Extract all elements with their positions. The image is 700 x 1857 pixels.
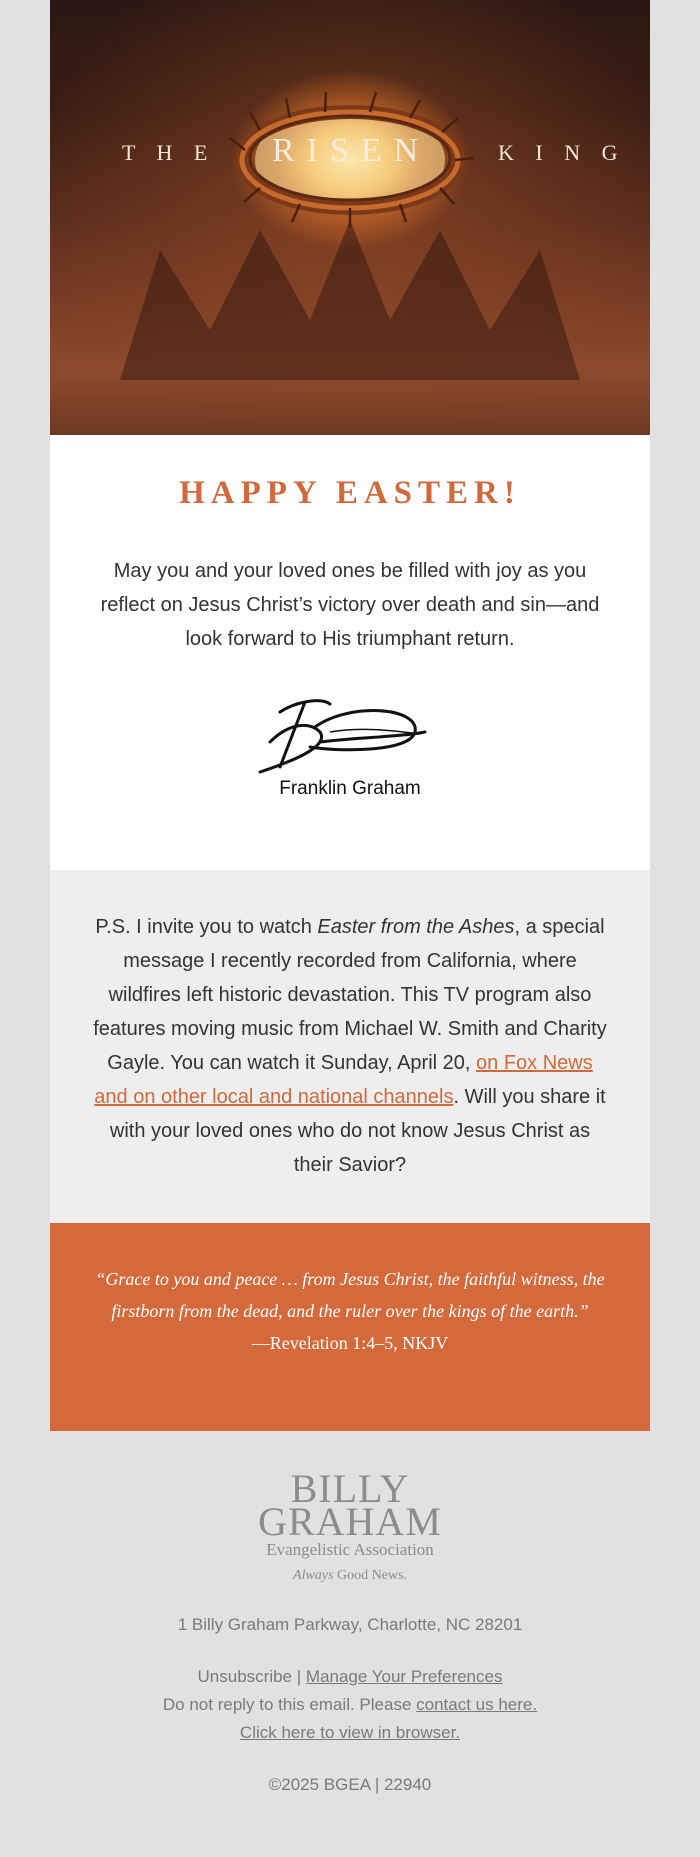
footer-address: 1 Billy Graham Parkway, Charlotte, NC 28201 [177,1615,523,1634]
scripture-quote: “Grace to you and peace … from Jesus Christ, the faithful witness, the firstborn from the dead, and the ruler over the kings of the earth.” [95,1269,605,1321]
crown-of-thorns-illustration [50,0,650,435]
email-content [50,0,650,1795]
fox-news-channels-link[interactable]: on Fox News and on other local and national channels [94,1052,593,1108]
footer-copyright: ©2025 BGEA | 22940 [268,1775,432,1794]
logo-evangelistic-association: Evangelistic Association [266,1540,434,1559]
ps-text-after: . Will you share it with your loved ones who do not know Jesus Christ as their Savior? [109,1086,606,1176]
signature-name: Franklin Graham [279,778,421,799]
ps-section [50,870,650,1223]
greeting-section [50,435,650,870]
footer-links: Unsubscribe | Manage Your Preferences Do not reply to this email. Please contact us here. Click here to view in browser. [162,1667,538,1742]
scripture-quote-section [50,1223,650,1431]
logo-tagline: Always Good News. [293,1568,407,1583]
hero-word-the: T H E [122,140,216,165]
footer [50,1431,650,1795]
hero-word-king: K I N G [498,140,626,165]
ps-text-before: P.S. I invite you to watch [95,916,318,938]
greeting-message: May you and your loved ones be filled with joy as you reflect on Jesus Christ’s victory over death and sin—and look forward to His triumphant return. [100,560,600,650]
signature-block [240,692,460,802]
logo-graham: GRAHAM [258,1499,442,1544]
logo-billy: BILLY [290,1466,410,1511]
unsubscribe-text[interactable]: Unsubscribe [197,1667,293,1686]
ps-program-title: Easter from the Ashes [317,916,515,938]
ps-text-middle: , a special message I recently recorded from California, where wildfires left historic devastation. This TV program also features moving music from Michael W. Smith and Charity Gayle. You can watch it Sunday, April 20, [93,916,607,1074]
manage-preferences-link[interactable]: Manage Your Preferences [305,1667,503,1686]
noreply-text: Do not reply to this email. Please [162,1695,417,1714]
contact-us-link[interactable]: contact us here. [416,1695,538,1714]
hero-word-risen: RISEN [272,132,431,169]
scripture-reference: —Revelation 1:4–5, NKJV [251,1333,449,1353]
bgea-logo[interactable] [250,1466,450,1585]
greeting-heading: HAPPY EASTER! [179,475,521,511]
view-in-browser-link[interactable]: Click here to view in browser. [239,1723,461,1742]
hero-image [50,0,650,435]
